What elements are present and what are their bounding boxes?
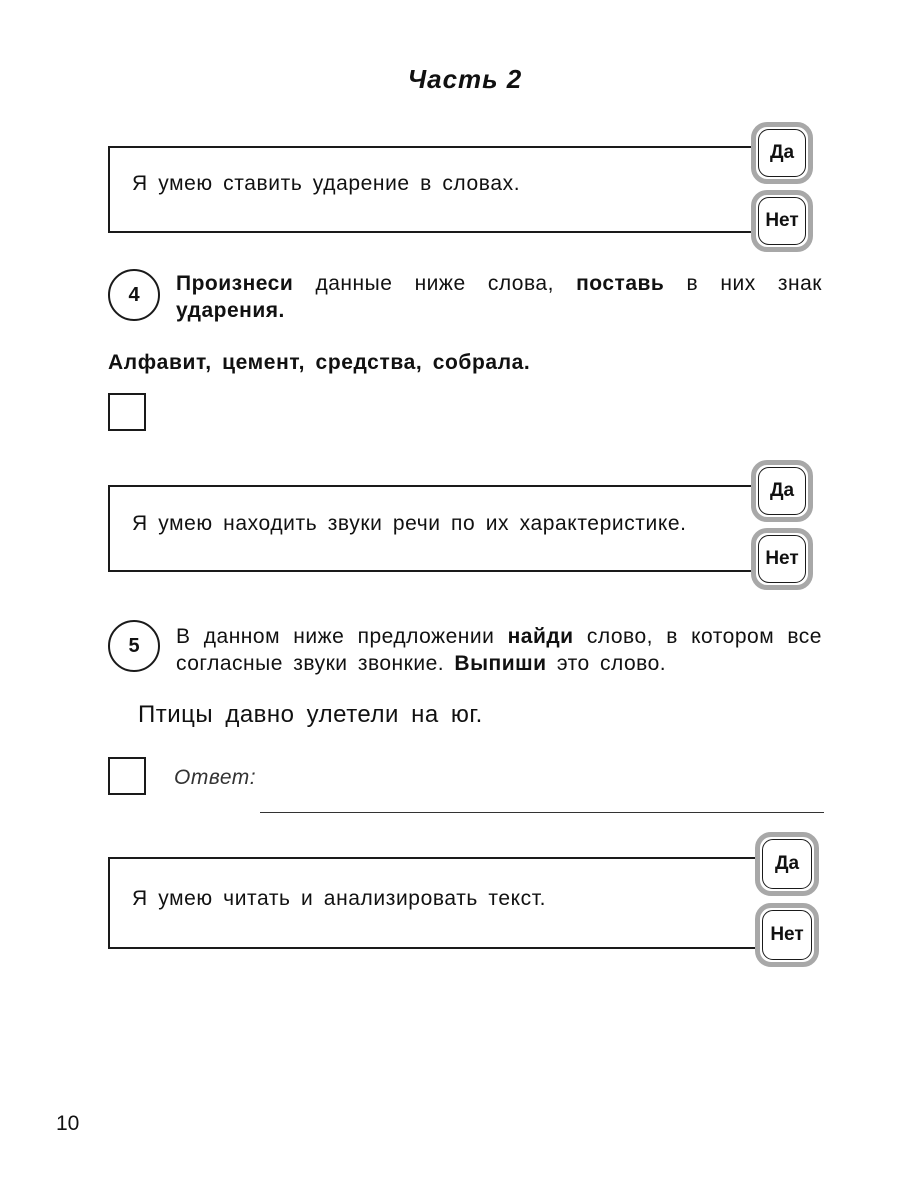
task-number-4: 4	[108, 269, 160, 321]
yes-button-1[interactable]: Да	[751, 122, 813, 184]
self-check-box-1	[108, 146, 802, 233]
task-5-instruction: В данном ниже предложении найди слово, в котором все согласные звуки звонкие. Выпиши это слово.	[176, 625, 822, 675]
task-4-score-box[interactable]	[108, 393, 146, 431]
yes-button-2[interactable]: Да	[751, 460, 813, 522]
page-title: Часть 2	[407, 64, 523, 94]
answer-input[interactable]	[260, 788, 824, 813]
task-number-5: 5	[108, 620, 160, 672]
self-check-text-2: Я умею находить звуки речи по их характеристике.	[132, 512, 687, 535]
no-button-3[interactable]: Нет	[755, 903, 819, 967]
task-5-score-box[interactable]	[108, 757, 146, 795]
self-check-text-1: Я умею ставить ударение в словах.	[132, 172, 521, 195]
self-check-text-3: Я умею читать и анализировать текст.	[132, 887, 547, 910]
task-4-instruction: Произнеси данные ниже слова, поставь в них знак ударения.	[176, 272, 822, 322]
page-number: 10	[56, 1112, 80, 1135]
self-check-box-2	[108, 485, 802, 572]
no-button-2[interactable]: Нет	[751, 528, 813, 590]
task-4-words: Алфавит, цемент, средства, собрала.	[108, 351, 531, 374]
answer-label: Ответ:	[174, 766, 257, 789]
task-5-sentence: Птицы давно улетели на юг.	[138, 701, 483, 728]
self-check-box-3	[108, 857, 806, 949]
no-button-1[interactable]: Нет	[751, 190, 813, 252]
yes-button-3[interactable]: Да	[755, 832, 819, 896]
